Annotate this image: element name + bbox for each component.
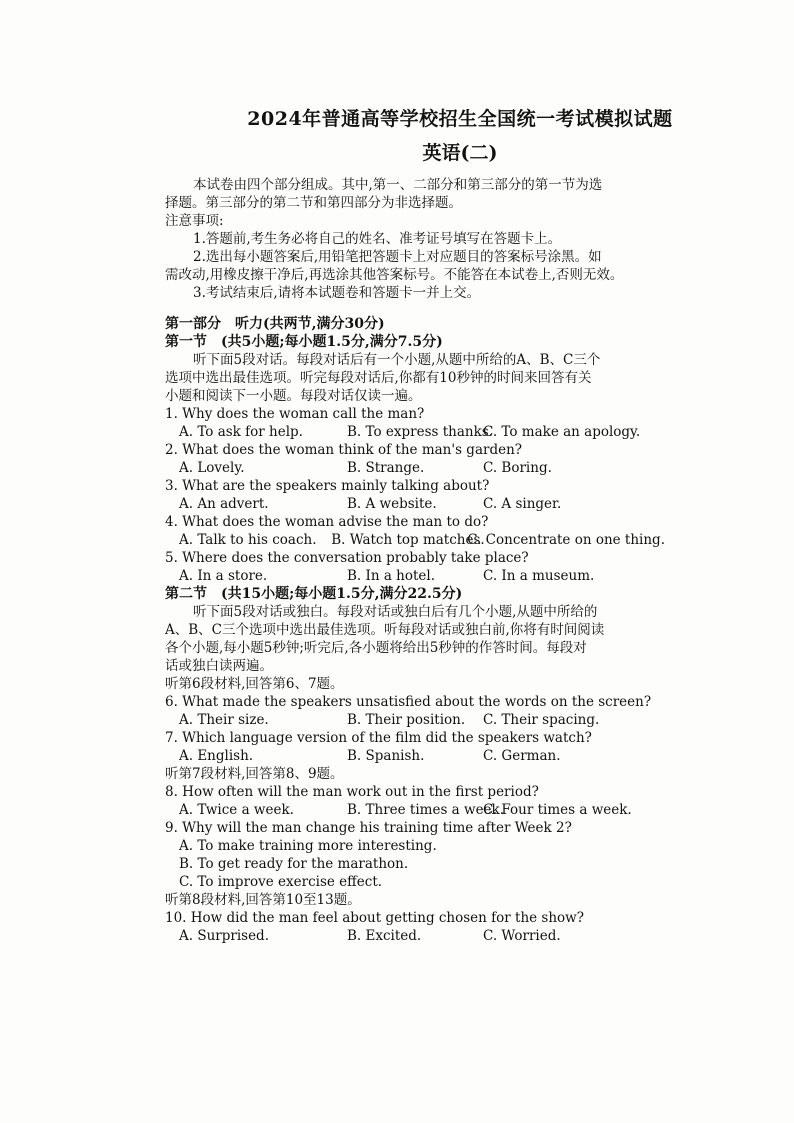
question-item xyxy=(165,513,665,549)
option-c: C. Concentrate on one thing. xyxy=(467,532,665,548)
part1-block xyxy=(165,315,665,945)
option-b: B. In a hotel. xyxy=(347,568,436,584)
option-b: B. A website. xyxy=(347,496,437,512)
option-a: A. To make training more interesting. xyxy=(179,838,437,854)
option-c: C. Boring. xyxy=(483,460,552,476)
option-c: C. Their spacing. xyxy=(483,712,600,728)
section2-instruction: 听下面5段对话或独白。每段对话或独白后有几个小题,从题中所给的 xyxy=(193,604,598,620)
option-a: A. In a store. xyxy=(179,568,268,584)
option-b: B. Spanish. xyxy=(347,748,425,764)
question-item xyxy=(165,441,665,477)
option-b: B. Watch top matches. xyxy=(331,532,485,548)
material-label: 听第8段材料,回答第10至13题。 xyxy=(165,892,361,908)
option-a: A. An advert. xyxy=(179,496,269,512)
material-label: 听第6段材料,回答第6、7题。 xyxy=(165,676,344,692)
section2-instruction: A、B、C三个选项中选出最佳选项。听每段对话或独白前,你将有时间阅读 xyxy=(165,622,605,638)
option-c: C. Worried. xyxy=(483,928,561,944)
part1-heading: 第一部分 听力(共两节,满分30分) xyxy=(165,316,385,332)
option-c: C. German. xyxy=(483,748,561,764)
notice-item: 3.考试结束后,请将本试题卷和答题卡一并上交。 xyxy=(193,285,481,301)
option-b: B. Their position. xyxy=(347,712,466,728)
option-a: A. English. xyxy=(179,748,254,764)
option-b: B. Three times a week. xyxy=(347,802,505,818)
exam-subtitle: 英语(二) xyxy=(422,142,498,164)
question-text: 1. Why does the woman call the man? xyxy=(165,406,425,422)
option-b: B. To get ready for the marathon. xyxy=(179,856,409,872)
option-c: C. In a museum. xyxy=(483,568,595,584)
question-text: 3. What are the speakers mainly talking about? xyxy=(165,478,490,494)
question-text: 4. What does the woman advise the man to do? xyxy=(165,514,489,530)
option-a: A. Their size. xyxy=(179,712,269,728)
option-b: B. Strange. xyxy=(347,460,425,476)
question-text: 9. Why will the man change his training time after Week 2? xyxy=(165,820,572,836)
option-c: C. Four times a week. xyxy=(483,802,632,818)
section2-instruction: 各个小题,每小题5秒钟;听完后,各小题将给出5秒钟的作答时间。每段对 xyxy=(165,640,587,656)
intro-block xyxy=(165,176,665,302)
section1-instruction: 听下面5段对话。每段对话后有一个小题,从题中所给的A、B、C三个 xyxy=(193,352,601,368)
option-a: A. To ask for help. xyxy=(179,424,303,440)
question-item xyxy=(165,783,665,819)
notice-label: 注意事项: xyxy=(165,213,224,229)
option-c: C. A singer. xyxy=(483,496,562,512)
intro-line: 择题。第三部分的第二节和第四部分为非选择题。 xyxy=(165,195,462,211)
question-item xyxy=(165,909,665,945)
question-text: 5. Where does the conversation probably take place? xyxy=(165,550,529,566)
intro-line: 本试卷由四个部分组成。其中,第一、二部分和第三部分的第一节为选 xyxy=(193,177,603,193)
question-item xyxy=(165,693,665,729)
question-text: 8. How often will the man work out in the first period? xyxy=(165,784,539,800)
option-a: A. Surprised. xyxy=(179,928,269,944)
option-b: B. To express thanks. xyxy=(347,424,493,440)
question-item xyxy=(165,819,665,891)
section1-instruction: 选项中选出最佳选项。听完每段对话后,你都有10秒钟的时间来回答有关 xyxy=(165,370,592,386)
option-b: B. Excited. xyxy=(347,928,422,944)
exam-title: 2024年普通高等学校招生全国统一考试模拟试题 xyxy=(247,108,673,130)
question-text: 7. Which language version of the film did the speakers watch? xyxy=(165,730,592,746)
question-item xyxy=(165,549,665,585)
question-text: 2. What does the woman think of the man's garden? xyxy=(165,442,523,458)
section1-instruction: 小题和阅读下一小题。每段对话仅读一遍。 xyxy=(165,388,422,404)
material-label: 听第7段材料,回答第8、9题。 xyxy=(165,766,344,782)
section1-heading: 第一节 (共5小题;每小题1.5分,满分7.5分) xyxy=(165,334,443,350)
option-c: C. To make an apology. xyxy=(483,424,641,440)
question-text: 10. How did the man feel about getting chosen for the show? xyxy=(165,910,584,926)
question-text: 6. What made the speakers unsatisfied about the words on the screen? xyxy=(165,694,652,710)
notice-item: 需改动,用橡皮擦干净后,再选涂其他答案标号。不能答在本试卷上,否则无效。 xyxy=(165,267,624,283)
question-item xyxy=(165,405,665,441)
option-a: A. Lovely. xyxy=(179,460,245,476)
notice-item: 2.选出每小题答案后,用铅笔把答题卡上对应题目的答案标号涂黑。如 xyxy=(193,249,602,265)
option-a: A. Talk to his coach. xyxy=(179,532,317,548)
question-item xyxy=(165,729,665,765)
option-c: C. To improve exercise effect. xyxy=(179,874,383,890)
section2-instruction: 话或独白读两遍。 xyxy=(165,658,273,674)
section2-heading: 第二节 (共15小题;每小题1.5分,满分22.5分) xyxy=(165,586,463,602)
question-item xyxy=(165,477,665,513)
notice-item: 1.答题前,考生务必将自己的姓名、准考证号填写在答题卡上。 xyxy=(193,231,562,247)
option-a: A. Twice a week. xyxy=(179,802,294,818)
